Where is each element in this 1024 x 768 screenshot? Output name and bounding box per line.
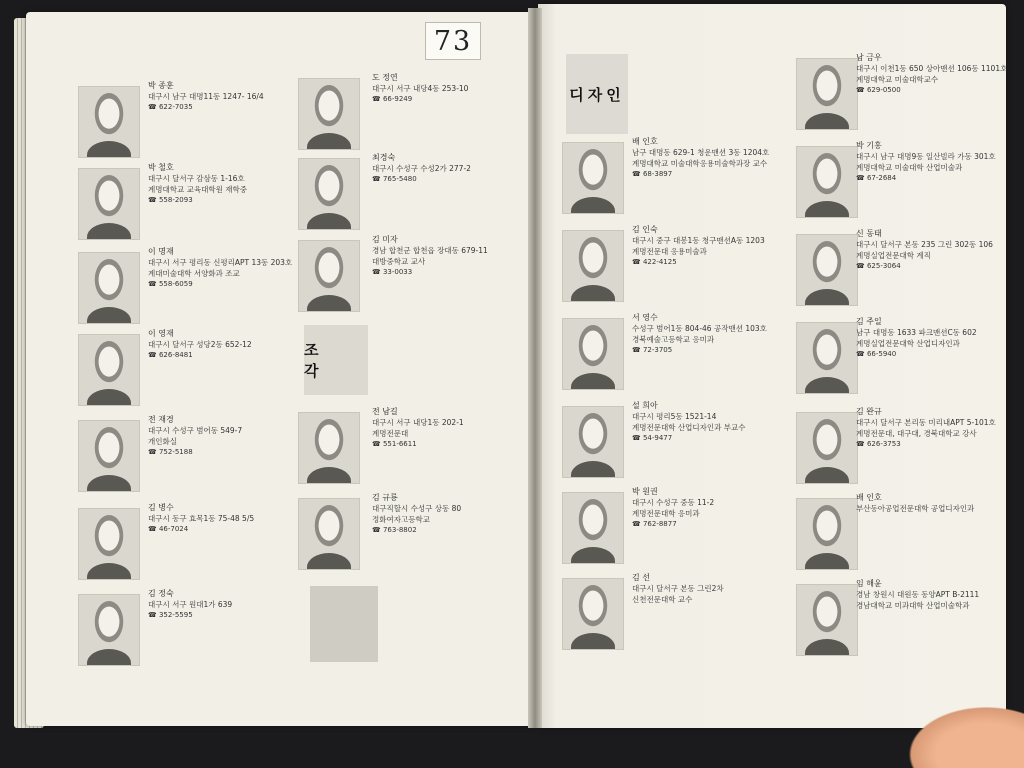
entry-address: 수성구 범어1동 804-46 공작맨션 103호 (632, 324, 767, 333)
entry-address: 대구시 달서구 본동 그린2차 (632, 584, 724, 593)
phone-number: 763-8802 (382, 526, 417, 534)
entry-phone (856, 349, 977, 360)
entry-affiliation: 계명전문대학 산업디자인과 부교수 (632, 423, 746, 432)
directory-entry (856, 316, 977, 360)
entry-affiliation: 계명전문대학 응미과 (632, 509, 700, 518)
portrait-photo (298, 78, 360, 150)
entry-affiliation: 계명전문대 (372, 429, 409, 438)
phone-icon: ☎ (148, 525, 159, 533)
phone-number: 66-5940 (866, 350, 897, 358)
entry-name: 김 인숙 (632, 225, 658, 234)
phone-number: 352-5595 (158, 611, 193, 619)
portrait-photo (796, 146, 858, 218)
section-heading-sculpture: 조 각 (304, 325, 368, 395)
portrait-photo (298, 412, 360, 484)
entry-address: 대구시 수성구 수성2가 277-2 (372, 164, 471, 173)
directory-entry (856, 492, 974, 514)
phone-number: 67-2684 (866, 174, 897, 182)
page-number: 73 (425, 22, 481, 60)
entry-phone (372, 94, 468, 105)
phone-icon: ☎ (148, 448, 159, 456)
directory-entry (856, 52, 1007, 96)
entry-name: 신 동태 (856, 229, 882, 238)
entry-address: 대구시 이천1동 650 상아맨션 106동 1101호 (856, 64, 1008, 73)
entry-affiliation: 계명전문대, 대구대, 경북대학교 강사 (856, 429, 977, 438)
entry-name: 박 종훈 (148, 81, 174, 90)
phone-icon: ☎ (632, 258, 643, 266)
entry-phone (148, 350, 252, 361)
section-heading-design: 디자인 (566, 54, 628, 134)
entry-name: 김 완규 (856, 407, 882, 416)
entry-affiliation: 계명대학교 미술대학 산업미술과 (856, 163, 963, 172)
phone-icon: ☎ (632, 346, 643, 354)
phone-number: 68-3897 (642, 170, 673, 178)
entry-affiliation: 계명대학교 미술대학교수 (856, 75, 939, 84)
entry-phone (372, 174, 471, 185)
directory-entry (372, 406, 464, 450)
entry-affiliation: 계대미술대학 서양화과 조교 (148, 269, 240, 278)
entry-address: 대구시 서구 원대1가 639 (148, 600, 233, 609)
phone-icon: ☎ (148, 611, 159, 619)
entry-address: 대구시 달서구 감삼동 1-16호 (148, 174, 245, 183)
portrait-photo (796, 498, 858, 570)
directory-entry (632, 312, 767, 356)
entry-name: 남 금우 (856, 53, 882, 62)
entry-affiliation: 대방중학교 교사 (372, 257, 426, 266)
entry-phone (372, 525, 461, 536)
phone-icon: ☎ (372, 526, 383, 534)
entry-phone (856, 439, 996, 450)
entry-address: 대구직할시 수성구 상동 80 (372, 504, 462, 513)
portrait-photo (78, 168, 140, 240)
entry-address: 부산동아공업전문대학 공업디자인과 (856, 504, 975, 513)
phone-icon: ☎ (856, 350, 867, 358)
phone-number: 625-3064 (866, 262, 901, 270)
entry-address: 대구시 서구 내당1동 202-1 (372, 418, 464, 427)
entry-address: 대구시 동구 효목1동 75-48 5/5 (148, 514, 255, 523)
portrait-photo (78, 508, 140, 580)
entry-name: 배 인호 (856, 493, 882, 502)
entry-phone (372, 439, 464, 450)
entry-affiliation: 계명실업전문대학 산업디자인과 (856, 339, 960, 348)
portrait-photo (78, 594, 140, 666)
directory-entry (632, 224, 765, 268)
entry-affiliation: 신천전문대학 교수 (632, 595, 693, 604)
phone-number: 422-4125 (642, 258, 677, 266)
directory-entry (632, 572, 724, 605)
entry-name: 설 희아 (632, 401, 658, 410)
entry-name: 이 영재 (148, 329, 174, 338)
portrait-photo (562, 578, 624, 650)
book-gutter (528, 8, 542, 728)
portrait-photo (796, 58, 858, 130)
phone-icon: ☎ (632, 170, 643, 178)
empty-photo-placeholder (310, 586, 378, 662)
entry-affiliation: 개인화실 (148, 437, 177, 446)
portrait-photo (562, 318, 624, 390)
directory-entry (632, 136, 769, 180)
directory-entry (148, 502, 254, 535)
directory-entry (148, 328, 252, 361)
phone-icon: ☎ (856, 440, 867, 448)
phone-icon: ☎ (856, 262, 867, 270)
entry-phone (148, 610, 232, 621)
phone-number: 762-8877 (642, 520, 677, 528)
entry-name: 서 영수 (632, 313, 658, 322)
directory-entry (372, 72, 468, 105)
entry-phone (148, 447, 242, 458)
entry-address: 대구시 달서구 성당2동 652-12 (148, 340, 252, 349)
entry-affiliation: 계명실업전문대학 계직 (856, 251, 931, 260)
phone-number: 33-0033 (382, 268, 413, 276)
phone-icon: ☎ (148, 196, 159, 204)
directory-entry (148, 588, 232, 621)
portrait-photo (562, 230, 624, 302)
phone-number: 752-5188 (158, 448, 193, 456)
directory-entry (372, 492, 461, 536)
reader-thumb (898, 700, 1024, 768)
portrait-photo (78, 334, 140, 406)
phone-icon: ☎ (372, 268, 383, 276)
phone-number: 72-3705 (642, 346, 673, 354)
phone-number: 551-6611 (382, 440, 417, 448)
directory-entry (372, 234, 488, 278)
entry-affiliation: 계명대학교 교육대학원 재학중 (148, 185, 247, 194)
entry-phone (856, 173, 996, 184)
entry-phone (856, 261, 993, 272)
portrait-photo (796, 322, 858, 394)
entry-name: 김 병수 (148, 503, 174, 512)
entry-address: 대구시 남구 대명9동 일산빌라 가동 301호 (856, 152, 996, 161)
portrait-photo (796, 234, 858, 306)
portrait-photo (78, 86, 140, 158)
entry-name: 박 철호 (148, 163, 174, 172)
entry-address: 대구시 달서구 본리동 미리내APT 5-101호 (856, 418, 996, 427)
phone-number: 66-9249 (382, 95, 413, 103)
entry-affiliation: 경남대학교 미과대학 산업미술학과 (856, 601, 970, 610)
phone-icon: ☎ (372, 175, 383, 183)
directory-entry (372, 152, 471, 185)
entry-name: 이 명재 (148, 247, 174, 256)
entry-name: 도 정연 (372, 73, 398, 82)
portrait-photo (298, 240, 360, 312)
entry-name: 김 미자 (372, 235, 398, 244)
phone-icon: ☎ (856, 86, 867, 94)
entry-phone (148, 524, 254, 535)
phone-number: 558-2093 (158, 196, 193, 204)
entry-address: 대구시 남구 대명11동 1247- 16/4 (148, 92, 264, 101)
portrait-photo (562, 406, 624, 478)
entry-phone (632, 519, 714, 530)
phone-icon: ☎ (148, 351, 159, 359)
entry-affiliation: 정화여자고등학교 (372, 515, 430, 524)
directory-entry (856, 578, 979, 611)
portrait-photo (78, 252, 140, 324)
entry-address: 경남 창원시 대원동 동양APT B-2111 (856, 590, 980, 599)
entry-name: 전 남길 (372, 407, 398, 416)
directory-entry (148, 414, 242, 458)
phone-icon: ☎ (148, 103, 159, 111)
phone-icon: ☎ (632, 520, 643, 528)
entry-address: 대구시 중구 대봉1동 청구맨션A동 1203 (632, 236, 765, 245)
entry-address: 대구시 수성구 범어동 549-7 (148, 426, 243, 435)
entry-phone (148, 102, 264, 113)
entry-name: 김 정숙 (148, 589, 174, 598)
portrait-photo (562, 492, 624, 564)
portrait-photo (298, 158, 360, 230)
entry-phone (632, 169, 769, 180)
entry-phone (632, 433, 745, 444)
directory-entry (148, 246, 292, 290)
directory-entry (856, 228, 993, 272)
directory-entry (632, 400, 745, 444)
portrait-photo (298, 498, 360, 570)
phone-number: 629-0500 (866, 86, 901, 94)
portrait-photo (78, 420, 140, 492)
entry-name: 김 선 (632, 573, 650, 582)
phone-number: 765-5480 (382, 175, 417, 183)
entry-address: 대구시 서구 내당4동 253-10 (372, 84, 469, 93)
phone-icon: ☎ (372, 440, 383, 448)
directory-entry (148, 162, 247, 206)
directory-entry (632, 486, 714, 530)
entry-phone (632, 345, 767, 356)
phone-number: 626-3753 (866, 440, 901, 448)
entry-name: 배 인호 (632, 137, 658, 146)
entry-address: 경남 합천군 합천읍 장대동 679-11 (372, 246, 488, 255)
entry-address: 대구시 수성구 중동 11-2 (632, 498, 715, 507)
entry-address: 대구시 달서구 본동 235 그린 302동 106 (856, 240, 993, 249)
portrait-photo (796, 412, 858, 484)
entry-address: 대구시 서구 평리동 신평리APT 13동 203호 (148, 258, 293, 267)
directory-entry (148, 80, 264, 113)
phone-number: 626-8481 (158, 351, 193, 359)
portrait-photo (796, 584, 858, 656)
directory-entry (856, 406, 996, 450)
entry-affiliation: 계명대학교 미술대학응용미술학과장 교수 (632, 159, 768, 168)
directory-entry (856, 140, 996, 184)
phone-number: 558-6059 (158, 280, 193, 288)
phone-icon: ☎ (856, 174, 867, 182)
phone-number: 54-9477 (642, 434, 673, 442)
phone-icon: ☎ (632, 434, 643, 442)
entry-phone (372, 267, 488, 278)
portrait-photo (562, 142, 624, 214)
entry-name: 박 원권 (632, 487, 658, 496)
entry-address: 남구 대명동 629-1 청운맨션 3동 1204호 (632, 148, 770, 157)
entry-affiliation: 계명전문대 응용미술과 (632, 247, 707, 256)
entry-address: 대구시 평리5동 1521-14 (632, 412, 717, 421)
entry-name: 박 기홍 (856, 141, 882, 150)
entry-address: 남구 대명동 1633 파크맨션C동 602 (856, 328, 977, 337)
entry-name: 전 재경 (148, 415, 174, 424)
entry-phone (148, 279, 292, 290)
phone-number: 46-7024 (158, 525, 189, 533)
entry-name: 임 해윤 (856, 579, 882, 588)
phone-icon: ☎ (372, 95, 383, 103)
entry-name: 김 주일 (856, 317, 882, 326)
entry-phone (148, 195, 247, 206)
entry-name: 김 규룡 (372, 493, 398, 502)
entry-phone (856, 85, 1007, 96)
phone-icon: ☎ (148, 280, 159, 288)
phone-number: 622-7035 (158, 103, 193, 111)
entry-affiliation: 경북예술고등학교 응미과 (632, 335, 715, 344)
entry-phone (632, 257, 765, 268)
entry-name: 최경숙 (372, 153, 396, 162)
